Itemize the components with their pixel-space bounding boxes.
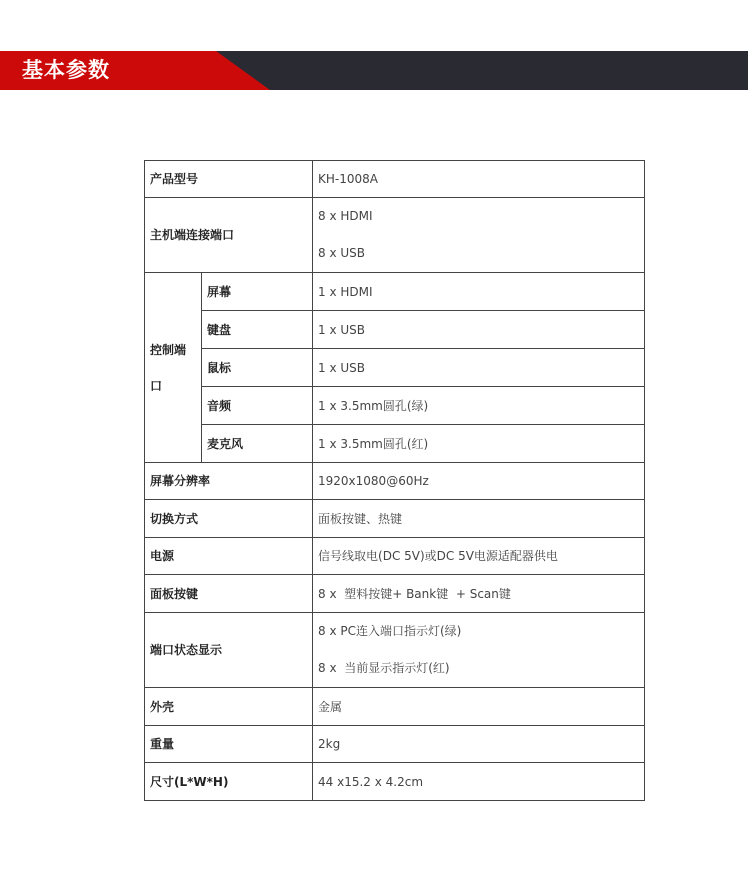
table-row-dimensions <box>145 763 645 801</box>
row-value: 面板按键、热键 <box>313 500 645 538</box>
table-row-switch-mode <box>145 500 645 538</box>
row-label: 屏幕分辨率 <box>145 463 313 500</box>
row-value: 金属 <box>313 688 645 726</box>
sub-label: 音频 <box>202 387 313 425</box>
row-value: 1 x 3.5mm圆孔(绿) <box>313 387 645 425</box>
row-label: 电源 <box>145 538 313 575</box>
row-value: 1920x1080@60Hz <box>313 463 645 500</box>
table-row-control-audio <box>145 387 645 425</box>
row-label: 重量 <box>145 726 313 763</box>
table-row-port-status <box>145 613 645 688</box>
table-row-control-mouse <box>145 349 645 387</box>
row-value: KH-1008A <box>313 161 645 198</box>
row-value: 44 x15.2 x 4.2cm <box>313 763 645 801</box>
table-row-model <box>145 161 645 198</box>
row-value: 信号线取电(DC 5V)或DC 5V电源适配器供电 <box>313 538 645 575</box>
table-row-power <box>145 538 645 575</box>
row-value: 1 x USB <box>313 311 645 349</box>
row-label: 外壳 <box>145 688 313 726</box>
value-line: 8 x HDMI <box>318 209 373 223</box>
row-label: 产品型号 <box>145 161 313 198</box>
sub-label: 麦克风 <box>202 425 313 463</box>
value-line: 8 x PC连入端口指示灯(绿) <box>318 624 462 638</box>
table-row-panel-keys <box>145 575 645 613</box>
spec-table <box>144 160 645 801</box>
table-row-control-keyboard <box>145 311 645 349</box>
table-row-control-mic <box>145 425 645 463</box>
row-label: 切换方式 <box>145 500 313 538</box>
row-value: 8 x 塑料按键+ Bank键 + Scan键 <box>313 575 645 613</box>
row-label: 主机端连接端口 <box>145 198 313 273</box>
row-value: 1 x HDMI <box>313 273 645 311</box>
sub-label: 屏幕 <box>202 273 313 311</box>
table-row-weight <box>145 726 645 763</box>
value-line: 8 x 当前显示指示灯(红) <box>318 661 450 675</box>
row-value: 1 x 3.5mm圆孔(红) <box>313 425 645 463</box>
table-row-control-screen <box>145 273 645 311</box>
sub-label: 鼠标 <box>202 349 313 387</box>
row-value <box>313 198 645 273</box>
row-label: 尺寸(L*W*H) <box>145 763 313 801</box>
row-value <box>313 613 645 688</box>
sub-label: 键盘 <box>202 311 313 349</box>
table-row-resolution <box>145 463 645 500</box>
table-row-host-ports <box>145 198 645 273</box>
section-header-banner <box>0 51 748 90</box>
row-label: 端口状态显示 <box>145 613 313 688</box>
row-group-label: 控制端口 <box>145 273 202 463</box>
section-title: 基本参数 <box>22 58 110 82</box>
row-value: 2kg <box>313 726 645 763</box>
row-label: 面板按键 <box>145 575 313 613</box>
value-line: 8 x USB <box>318 246 366 260</box>
table-row-housing <box>145 688 645 726</box>
row-value: 1 x USB <box>313 349 645 387</box>
